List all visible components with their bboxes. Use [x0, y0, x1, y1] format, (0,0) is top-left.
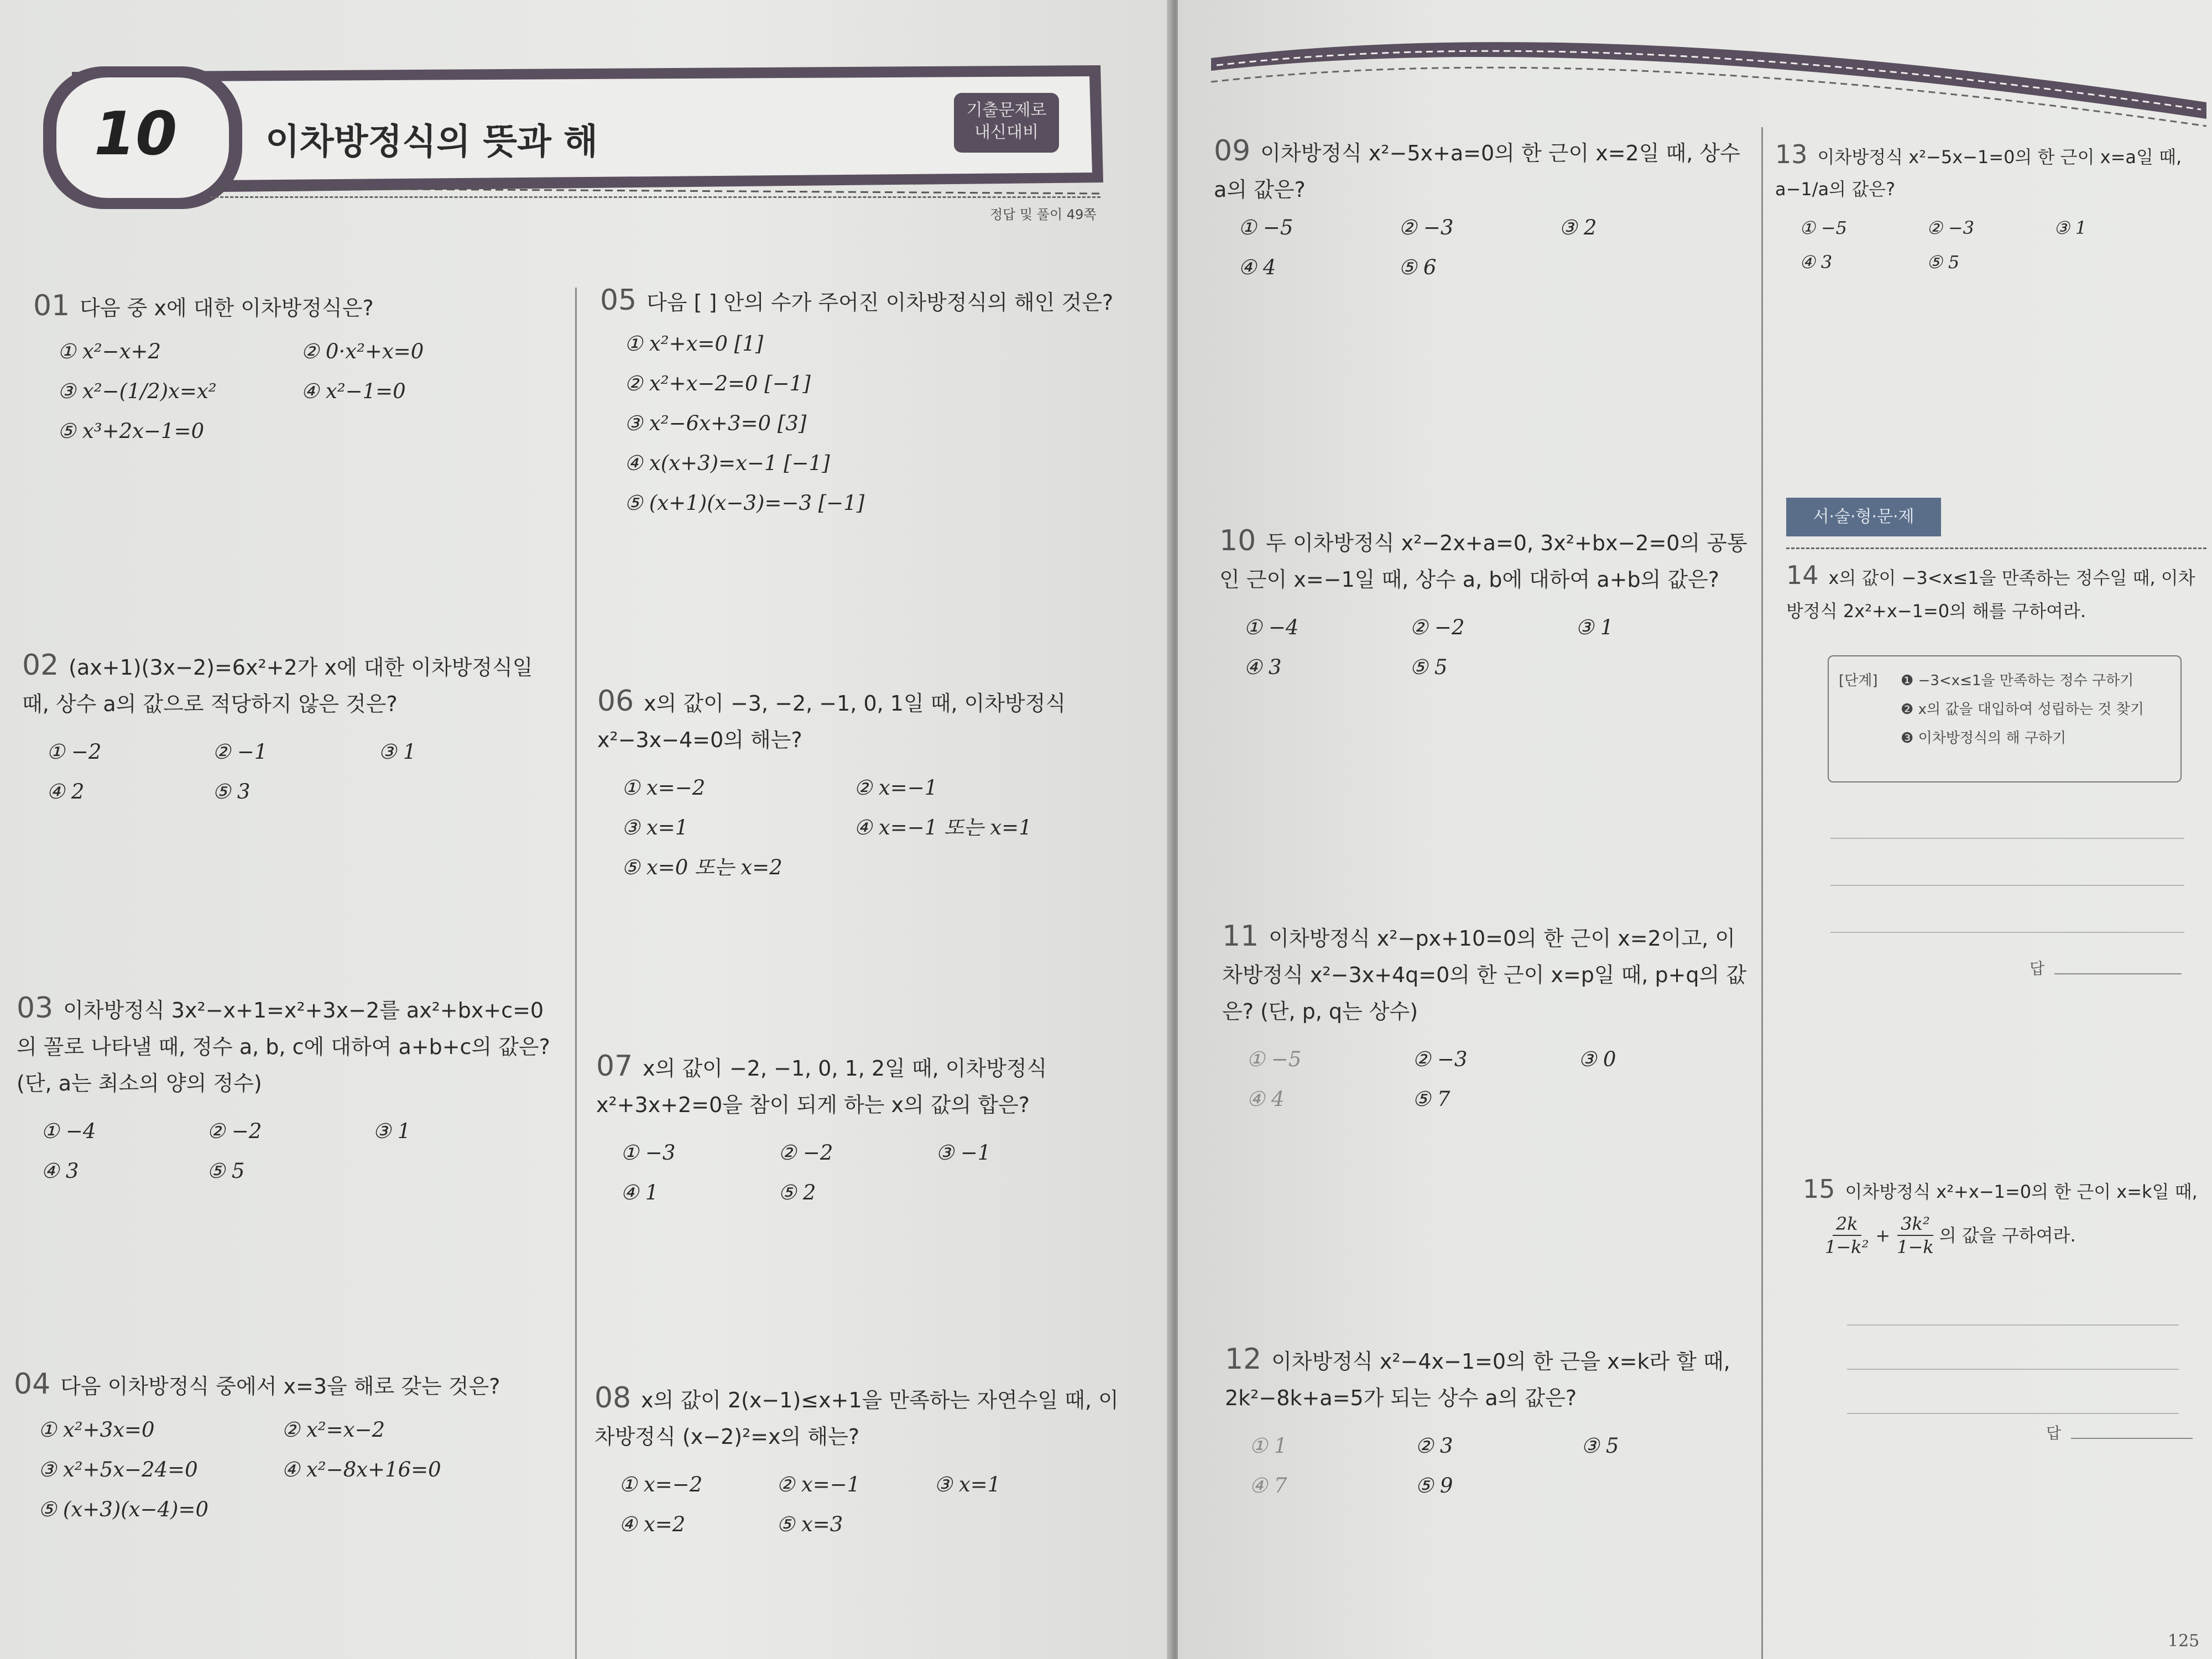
question-text: 다음 중 x에 대한 이차방정식은?: [80, 296, 374, 320]
question-10: [1219, 523, 1750, 687]
option-4[interactable]: ④ 3: [41, 1159, 79, 1183]
option-1[interactable]: ① x=−2: [619, 1473, 703, 1496]
answer-label: 답: [2030, 959, 2045, 978]
writing-line: [1830, 838, 2184, 839]
option-3[interactable]: ③ 5: [1581, 1434, 1619, 1458]
option-4[interactable]: ④ 3: [1799, 252, 1833, 273]
option-1[interactable]: ① −4: [1244, 615, 1299, 639]
option-4[interactable]: ④ x²−1=0: [301, 379, 406, 403]
option-4[interactable]: ④ 4: [1246, 1087, 1285, 1111]
section-label: 서·술·형·문·제: [1786, 498, 1941, 536]
option-2[interactable]: ② 3: [1415, 1434, 1453, 1458]
option-1[interactable]: ① x²+x=0 [1]: [624, 332, 764, 356]
fraction-1-numerator: 2k: [1833, 1213, 1861, 1236]
question-number: 12: [1225, 1343, 1262, 1376]
question-14: [1786, 559, 2206, 628]
option-3[interactable]: ③ 0: [1578, 1047, 1616, 1071]
option-2[interactable]: ② 0·x²+x=0: [301, 340, 424, 363]
column-divider: [575, 288, 577, 1659]
step-2: ❷ x의 값을 대입하여 성립하는 것 찾기: [1901, 701, 2144, 718]
badge-line-2: 내신대비: [974, 123, 1039, 142]
option-5[interactable]: ⑤ 5: [1927, 252, 1960, 273]
fraction-2-denominator: 1−k: [1897, 1237, 1934, 1258]
question-text: x의 값이 −3<x≤1을 만족하는 정수일 때, 이차방정식 2x²+x−1=0의 해를 구하여라.: [1786, 567, 2195, 622]
option-2[interactable]: ② x²=x−2: [281, 1418, 385, 1442]
option-5[interactable]: ⑤ x=0 또는 x=2: [622, 855, 782, 879]
option-2[interactable]: ② −3: [1412, 1047, 1468, 1071]
option-4[interactable]: ④ x²−8x+16=0: [281, 1458, 441, 1481]
option-5[interactable]: ⑤ 9: [1415, 1474, 1453, 1498]
fraction-2-numerator: 3k²: [1897, 1213, 1933, 1236]
option-5[interactable]: ⑤ 2: [778, 1181, 816, 1204]
option-4[interactable]: ④ x=−1 또는 x=1: [854, 816, 1032, 839]
question-02: [22, 647, 559, 812]
question-text: x의 값이 −3, −2, −1, 0, 1일 때, 이차방정식 x²−3x−4=0의 해는?: [597, 691, 1066, 752]
option-2[interactable]: ② −2: [778, 1141, 833, 1165]
fraction-1-denominator: 1−k²: [1825, 1237, 1869, 1258]
question-text: 이차방정식 x²−5x+a=0의 한 근이 x=2일 때, 상수 a의 값은?: [1214, 141, 1740, 202]
question-text: 이차방정식 x²+x−1=0의 한 근이 x=k일 때,: [1845, 1181, 2198, 1202]
chapter-title: 이차방정식의 뜻과 해: [265, 122, 598, 163]
question-text: 다음 [ ] 안의 수가 주어진 이차방정식의 해인 것은?: [646, 290, 1114, 315]
question-13: [1775, 138, 2195, 279]
option-2[interactable]: ② x=−1: [776, 1473, 860, 1496]
option-4[interactable]: ④ x=2: [619, 1512, 686, 1536]
option-3[interactable]: ③ x²−6x+3=0 [3]: [624, 411, 807, 435]
writing-line: [1847, 1369, 2179, 1370]
fraction-2: [1897, 1213, 1934, 1258]
plus-sign: +: [1875, 1225, 1891, 1246]
question-number: 11: [1222, 920, 1259, 953]
option-2[interactable]: ② −2: [1410, 615, 1465, 639]
option-3[interactable]: ③ x=1: [934, 1473, 1001, 1496]
option-3[interactable]: ③ 1: [378, 740, 416, 764]
chapter-number: 10: [94, 100, 178, 169]
option-4[interactable]: ④ 4: [1238, 255, 1276, 279]
question-number: 13: [1775, 139, 1808, 169]
option-3[interactable]: ③ 2: [1559, 216, 1597, 239]
answer-line[interactable]: [2071, 1438, 2193, 1439]
question-text: x의 값이 −2, −1, 0, 1, 2일 때, 이차방정식 x²+3x+2=0을 참이 되게 하는 x의 값의 합은?: [596, 1056, 1047, 1117]
option-1[interactable]: ① x²−x+2: [58, 340, 161, 363]
question-text: x의 값이 2(x−1)≤x+1을 만족하는 자연수일 때, 이차방정식 (x−2)²=x의 해는?: [594, 1388, 1119, 1449]
option-2[interactable]: ② −3: [1399, 216, 1454, 239]
top-banner-strip: [1211, 0, 2212, 127]
option-1[interactable]: ① −3: [620, 1141, 676, 1165]
option-4[interactable]: ④ 3: [1244, 655, 1282, 679]
question-number: 15: [1803, 1174, 1835, 1204]
formula: [1825, 1213, 2201, 1258]
option-2[interactable]: ② −2: [207, 1119, 262, 1143]
option-1[interactable]: ① −2: [46, 740, 102, 764]
question-text: 다음 이차방정식 중에서 x=3을 해로 갖는 것은?: [60, 1374, 500, 1399]
option-3[interactable]: ③ x²+5x−24=0: [38, 1458, 198, 1481]
solution-steps-box: [1828, 655, 2182, 782]
step-3: ❸ 이차방정식의 해 구하기: [1901, 730, 2067, 747]
question-01: [33, 288, 559, 451]
question-11: [1222, 918, 1747, 1119]
option-1[interactable]: ① −4: [41, 1119, 96, 1143]
chapter-badge: [954, 93, 1059, 153]
question-text: (ax+1)(3x−2)=6x²+2가 x에 대한 이차방정식일 때, 상수 a의 값으로 적당하지 않은 것은?: [22, 655, 533, 716]
question-06: [597, 683, 1123, 888]
right-page: [1178, 0, 2212, 1659]
question-05: [600, 282, 1131, 523]
option-1[interactable]: ① −5: [1246, 1047, 1302, 1071]
formula-tail: 의 값을 구하여라.: [1939, 1225, 2076, 1246]
question-number: 06: [597, 685, 634, 718]
question-number: 05: [600, 284, 637, 317]
question-text: 이차방정식 x²−px+10=0의 한 근이 x=2이고, 이차방정식 x²−3x+4q=0의 한 근이 x=p일 때, p+q의 값은? (단, p, q는 상수): [1222, 926, 1747, 1024]
question-number: 07: [596, 1050, 633, 1083]
option-2[interactable]: ② −1: [212, 740, 268, 764]
option-3[interactable]: ③ x=1: [622, 816, 688, 839]
badge-line-1: 기출문제로: [966, 101, 1047, 120]
answer-label: 답: [2046, 1424, 2062, 1442]
option-3[interactable]: ③ 1: [1575, 615, 1614, 639]
question-number: 08: [594, 1381, 632, 1415]
question-04: [14, 1366, 559, 1530]
writing-line: [1847, 1324, 2179, 1326]
option-5[interactable]: ⑤ 3: [212, 780, 251, 804]
option-4[interactable]: ④ x(x+3)=x−1 [−1]: [624, 451, 830, 475]
question-number: 02: [22, 649, 59, 682]
question-number: 04: [14, 1368, 51, 1401]
question-number: 10: [1219, 524, 1256, 557]
option-2[interactable]: ② x²+x−2=0 [−1]: [624, 372, 811, 395]
option-1[interactable]: ① 1: [1249, 1434, 1287, 1458]
header-divider: [210, 196, 1100, 198]
option-1[interactable]: ① −5: [1238, 216, 1293, 239]
option-5[interactable]: ⑤ x=3: [776, 1512, 843, 1536]
option-5[interactable]: ⑤ 5: [1410, 655, 1448, 679]
step-1: ❶ −3<x≤1을 만족하는 정수 구하기: [1901, 672, 2134, 689]
answer-reference: 정답 및 풀이 49쪽: [990, 207, 1097, 222]
option-1[interactable]: ① −5: [1799, 217, 1848, 238]
question-08: [594, 1380, 1125, 1545]
page-number: 125: [2168, 1631, 2200, 1651]
option-5[interactable]: ⑤ (x+3)(x−4)=0: [38, 1498, 209, 1521]
question-text: 이차방정식 x²−4x−1=0의 한 근을 x=k라 할 때, 2k²−8k+a=5가 되는 상수 a의 값은?: [1225, 1349, 1730, 1410]
question-number: 01: [33, 289, 70, 322]
option-3[interactable]: ③ 1: [2054, 217, 2087, 238]
option-5[interactable]: ⑤ x³+2x−1=0: [58, 419, 205, 443]
question-number: 14: [1786, 560, 1819, 590]
option-4[interactable]: ④ 2: [46, 780, 85, 804]
fraction-1: [1825, 1213, 1869, 1258]
question-text: 이차방정식 x²−5x−1=0의 한 근이 x=a일 때, a−1/a의 값은?: [1775, 147, 2182, 200]
section-divider: [1786, 547, 2206, 549]
question-15: [1803, 1172, 2201, 1258]
option-1[interactable]: ① x²+3x=0: [38, 1418, 155, 1442]
option-4[interactable]: ④ 7: [1249, 1474, 1287, 1498]
writing-line: [1830, 885, 2184, 886]
option-4[interactable]: ④ 1: [620, 1181, 659, 1204]
column-divider: [1761, 127, 1763, 1659]
option-2[interactable]: ② x=−1: [854, 776, 938, 800]
option-3[interactable]: ③ 1: [373, 1119, 411, 1143]
question-07: [596, 1048, 1110, 1213]
option-5[interactable]: ⑤ (x+1)(x−3)=−3 [−1]: [624, 491, 865, 515]
option-3[interactable]: ③ −1: [936, 1141, 991, 1165]
question-text: 두 이차방정식 x²−2x+a=0, 3x²+bx−2=0의 공통인 근이 x=−1일 때, 상수 a, b에 대하여 a+b의 값은?: [1219, 531, 1747, 592]
option-2[interactable]: ② −3: [1927, 217, 1975, 238]
question-text: 이차방정식 3x²−x+1=x²+3x−2를 ax²+bx+c=0의 꼴로 나타낼 때, 정수 a, b, c에 대하여 a+b+c의 값은? (단, a는 최소의 양의 정수): [17, 998, 550, 1095]
writing-line: [1847, 1413, 2179, 1414]
question-03: [17, 990, 559, 1191]
option-1[interactable]: ① x=−2: [622, 776, 706, 800]
steps-label: [단계]: [1839, 672, 1878, 689]
question-number: 03: [17, 992, 54, 1025]
option-5[interactable]: ⑤ 7: [1412, 1087, 1451, 1111]
question-number: 09: [1214, 134, 1251, 168]
question-09: [1214, 133, 1745, 288]
question-12: [1225, 1341, 1745, 1506]
writing-line: [1830, 932, 2184, 933]
option-3[interactable]: ③ x²−(1/2)x=x²: [58, 379, 217, 403]
option-5[interactable]: ⑤ 5: [207, 1159, 245, 1183]
option-5[interactable]: ⑤ 6: [1399, 255, 1437, 279]
answer-line[interactable]: [2054, 973, 2182, 974]
